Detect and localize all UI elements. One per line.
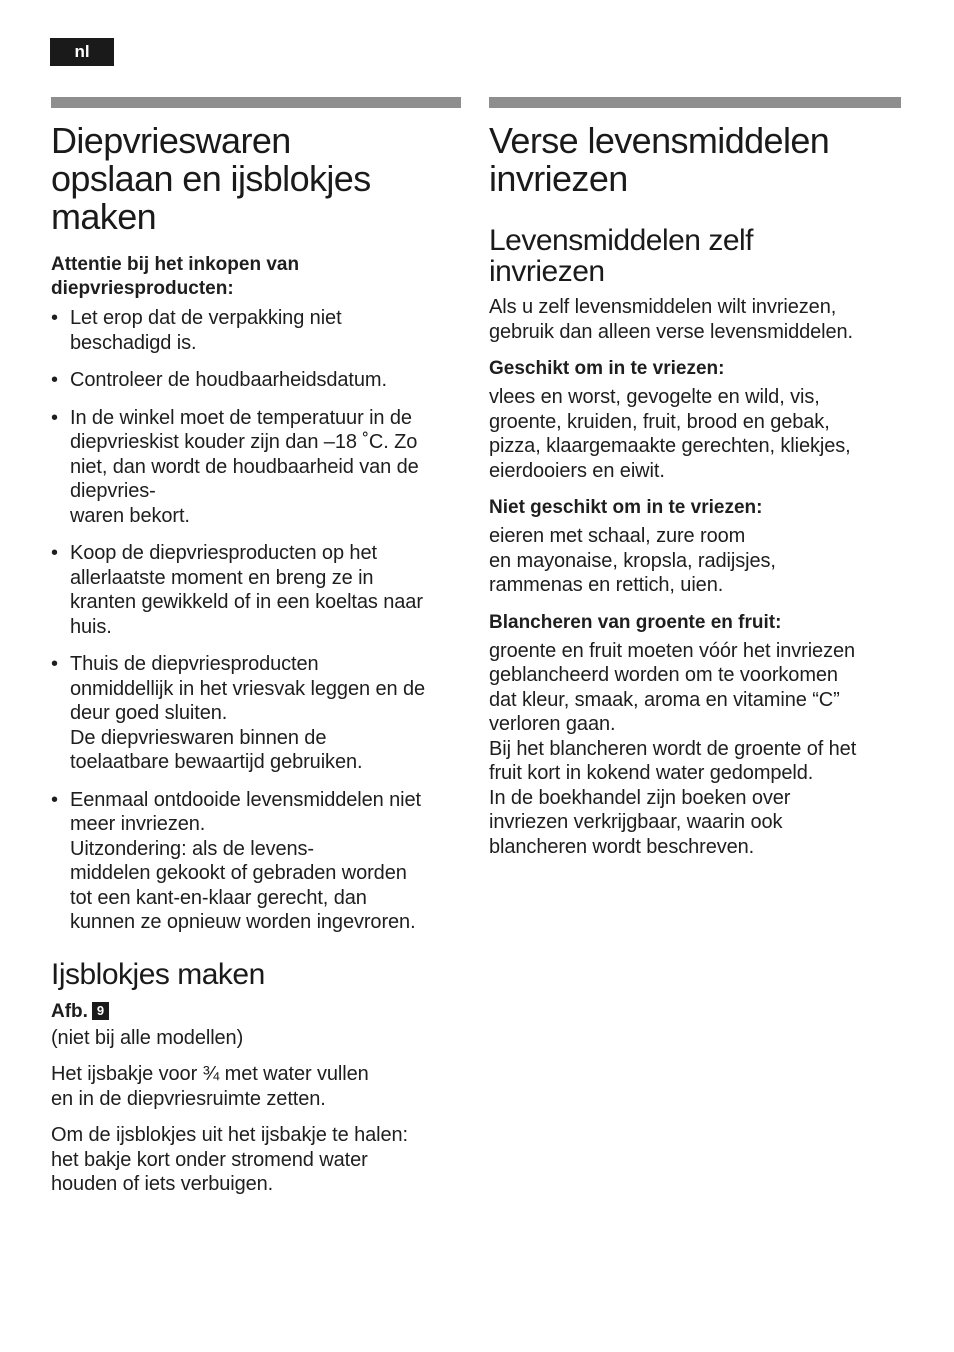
attention-label: Attentie bij het inkopen van diepvriesproducten:: [51, 254, 300, 299]
list-item: • Eenmaal ontdooide levensmiddelen niet meer invriezen. Uitzondering: als de levens- middelen gekookt of gebraden worden tot een kant-en-klaar gerecht, dan kunnen ze opnieuw worden ingevroren.: [51, 788, 461, 935]
right-column: [489, 97, 901, 859]
left-section-title: Diepvrieswaren opslaan en ijsblokjes maken: [51, 120, 371, 237]
suitable-text: vlees en worst, gevogelte en wild, vis, groente, kruiden, fruit, brood en gebak, pizza, klaargemaakte gerechten, kliekjes, eierdooiers en eiwit.: [489, 386, 851, 482]
blanching-text: groente en fruit moeten vóór het invriezen geblancheerd worden om te voorkomen dat kleur, smaak, aroma en vitamine “C” verloren gaan. Bij het blancheren wordt de groente of het fruit kort in kokend water gedompeld. In de boekhandel zijn boeken over invriezen verkrijgbaar, waarin ook blancheren wordt beschreven.: [489, 639, 857, 858]
language-tag: nl: [50, 38, 114, 66]
ice-paragraph-1: Het ijsbakje voor ¾ met water vullen en in de diepvriesruimte zetten.: [51, 1063, 369, 1110]
suitable-label: Geschikt om in te vriezen:: [489, 358, 725, 379]
figure-reference: Afb. 9: [51, 1000, 461, 1024]
not-suitable-text: eieren met schaal, zure room en mayonaise, kropsla, radijsjes, rammenas en rettich, uien.: [489, 525, 776, 596]
self-freezing-heading: Levensmiddelen zelf invriezen: [489, 224, 754, 288]
blanching-label: Blancheren van groente en fruit:: [489, 611, 782, 633]
ice-cubes-heading: Ijsblokjes maken: [51, 957, 265, 991]
list-item: • In de winkel moet de temperatuur in de diepvrieskist kouder zijn dan –18 ˚C. Zo niet, dan wordt de houdbaarheid van de diepvries- waren bekort.: [51, 406, 461, 529]
right-section-title: Verse levensmiddelen invriezen: [489, 120, 830, 199]
attention-list: [51, 306, 461, 935]
list-item: • Controleer de houdbaarheidsdatum.: [51, 368, 461, 393]
list-item: • Let erop dat de verpakking niet beschadigd is.: [51, 306, 461, 355]
ice-note: (niet bij alle modellen): [51, 1026, 244, 1049]
not-suitable-label: Niet geschikt om in te vriezen:: [489, 497, 763, 518]
section-rule-right: [489, 97, 901, 108]
ice-paragraph-2: Om de ijsblokjes uit het ijsbakje te halen: het bakje kort onder stromend water houden of iets verbuigen.: [51, 1124, 408, 1195]
section-rule-left: [51, 97, 461, 108]
self-freezing-intro: Als u zelf levensmiddelen wilt invriezen, gebruik dan alleen verse levensmiddelen.: [489, 296, 854, 343]
left-column: [51, 97, 461, 1197]
list-item: • Thuis de diepvriesproducten onmiddellijk in het vriesvak leggen en de deur goed sluiten. De diepvrieswaren binnen de toelaatbare bewaartijd gebruiken.: [51, 652, 461, 775]
list-item: • Koop de diepvriesproducten op het allerlaatste moment en breng ze in kranten gewikkeld of in een koeltas naar huis.: [51, 541, 461, 639]
figure-number-badge: 9: [92, 1002, 109, 1020]
